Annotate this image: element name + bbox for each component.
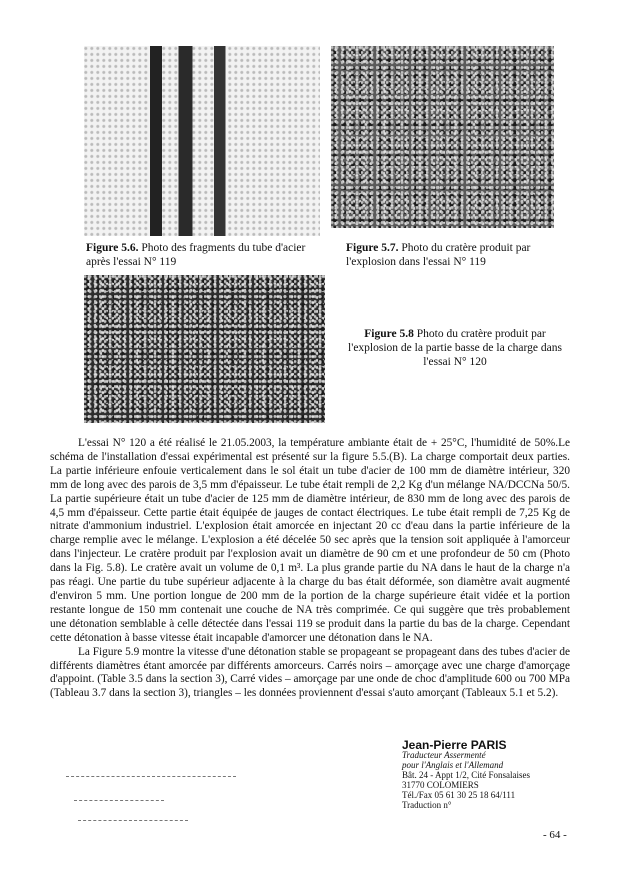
translator-stamp bbox=[402, 740, 562, 810]
handwritten-scribble bbox=[78, 820, 188, 821]
page-number: - 64 - bbox=[543, 829, 567, 841]
handwritten-scribble bbox=[66, 776, 236, 777]
stamp-line-1: Traducteur Assermenté bbox=[402, 750, 486, 760]
fragments-photo bbox=[84, 46, 320, 236]
crater-119-photo bbox=[331, 46, 554, 228]
figure-5-6-label: Figure 5.6. bbox=[86, 242, 139, 254]
figure-5-7-caption bbox=[346, 241, 561, 269]
paragraph-essai-120: L'essai N° 120 a été réalisé le 21.05.2003, la température ambiante était de + 25°C, l'humidité de 50%.Le schéma de l'installation d'essai expérimental est présenté sur la figure 5.5.(B). La charge comportait deux parties. La partie inférieure enfouie verticalement dans le sol était un tube d'acier de 100 mm de diamètre intérieur, 320 mm de long avec des parois de 3,5 mm d'épaisseur. Le tube était rempli de 2,2 Kg d'un mélange NA/DCCNa 50/5. La partie supérieure était un tube d'acier de 125 mm de diamètre intérieur, de 830 mm de long avec des parois de 4,5 mm d'épaisseur. Cette partie était équipée de jauges de contact électriques. Le tube était rempli de 7,25 Kg de nitrate d'ammonium industriel. L'explosion était amorcée en injectant 20 cc d'eau dans la partie inférieure de la charge remplie avec le mélange. L'explosion a été décelée 50 sec après que la tension soit appliquée à l'amorceur dans l'injecteur. Le cratère produit par l'explosion avait un diamètre de 90 cm et une profondeur de 50 cm (Photo dans la Fig. 5.8). Le cratère avait un volume de 0,1 m³. La plus grande partie du NA dans le haut de la charge n'a pas réagi. Une partie du tube supérieur adjacente à la charge du bas était déformée, son diamètre avait augmenté d'environ 5 mm. Une portion longue de 200 mm de la portion de la charge supérieure était vidée et la portion restante longue de 150 mm contenait une couche de NA très comprimée. Ce qui suggère que très probablement une détonation semblable à celle détectée dans l'essai 119 se produit dans la partie du bas de la charge. Cependant cette détonation à basse vitesse était incapable d'amorcer une détonation dans le NA. bbox=[50, 437, 570, 644]
paragraph-figure-5-9: La Figure 5.9 montre la vitesse d'une détonation stable se propageant se propageant dans des tubes d'acier de différents diamètres étant amorcée par différents amorceurs. Carrés noirs – amorçage avec une charge d'amorçage d'appoint. (Table 3.5 dans la section 3), Carré vides – amorçage par une onde de choc d'amplitude 600 ou 700 MPa (Tableau 3.7 dans la section 3), triangles – les données proviennent d'essai s'auto amorçant (Tableaux 5.1 et 5.2). bbox=[50, 645, 570, 700]
figure-5-6-caption bbox=[86, 241, 322, 269]
figure-5-7-text: Photo du cratère produit par l'explosion dans l'essai N° 119 bbox=[346, 242, 531, 268]
stamp-line-2: pour l'Anglais et l'Allemand bbox=[402, 760, 504, 770]
crater-120-photo bbox=[84, 275, 325, 423]
stamp-line-4: 31770 COLOMIERS bbox=[402, 780, 479, 790]
body-text bbox=[50, 437, 570, 701]
figure-5-6-text: Photo des fragments du tube d'acier après l'essai N° 119 bbox=[86, 242, 306, 268]
stamp-handwritten-ref: 64/111 bbox=[490, 790, 516, 800]
stamp-name: Jean-Pierre PARIS bbox=[402, 738, 507, 752]
figure-5-7-label: Figure 5.7. bbox=[346, 242, 399, 254]
stamp-line-6: Traduction n° bbox=[402, 800, 452, 810]
stamp-line-5: Tél./Fax 05 61 30 25 18 bbox=[402, 790, 489, 800]
stamp-line-3: Bât. 24 - Appt 1/2, Cité Fonsalaises bbox=[402, 770, 530, 780]
handwritten-scribble bbox=[74, 800, 164, 801]
figure-5-8-text: Photo du cratère produit par l'explosion de la partie basse de la charge dans l'essai N° 120 bbox=[348, 328, 562, 368]
figure-5-8-label: Figure 5.8 bbox=[364, 328, 414, 340]
figure-5-8-caption bbox=[340, 327, 570, 369]
